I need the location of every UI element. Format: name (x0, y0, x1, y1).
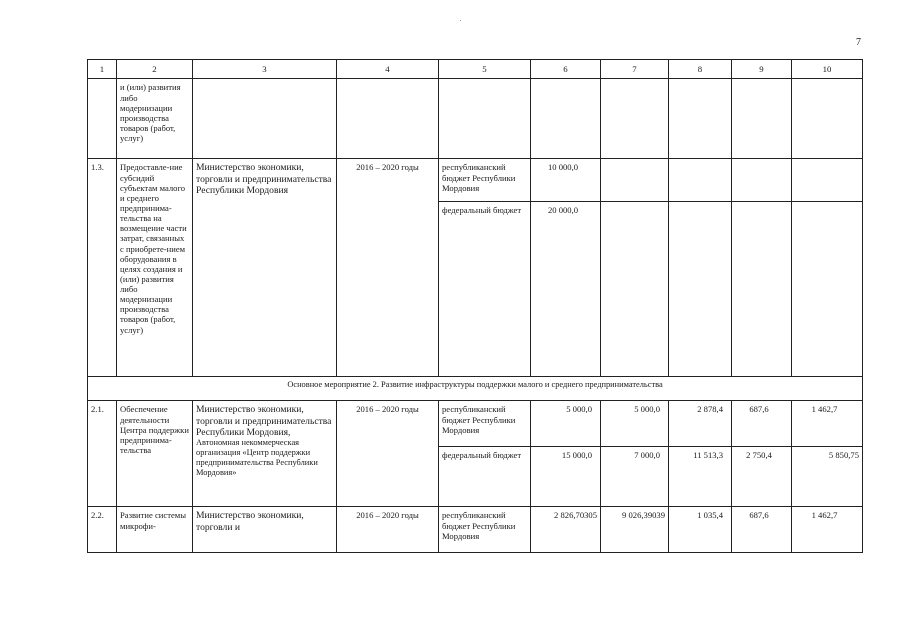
value-cell: 5 000,0 (601, 401, 669, 447)
header-cell: 8 (669, 60, 732, 79)
value-cell: 5 850,75 (792, 447, 863, 507)
value-cell: 11 513,3 (669, 447, 732, 507)
period: 2016 – 2020 годы (337, 401, 439, 507)
row-number: 2.1. (88, 401, 117, 507)
row-number: 2.2. (88, 507, 117, 553)
program-table (87, 59, 863, 553)
header-cell: 1 (88, 60, 117, 79)
header-cell: 5 (439, 60, 531, 79)
executor (193, 401, 337, 507)
value-cell (792, 159, 863, 202)
measure-name: Развитие системы микрофи- (117, 507, 193, 553)
value-cell: 20 000,0 (531, 202, 601, 377)
page-number: 7 (856, 37, 861, 48)
value-cell (669, 159, 732, 202)
measure-name: Обеспечение деятельности Центра поддержки предпринима-тельства (117, 401, 193, 507)
value-cell: 15 000,0 (531, 447, 601, 507)
value-cell: 9 026,39039 (601, 507, 669, 553)
funding-source: республиканский бюджет Республики Мордовия (439, 159, 531, 202)
funding-source: федеральный бюджет (439, 202, 531, 377)
table-row-2-2 (88, 507, 863, 553)
value-cell (601, 159, 669, 202)
section-title: Основное мероприятие 2. Развитие инфраструктуры поддержки малого и среднего предпринимательства (88, 377, 863, 401)
executor-main: Министерство экономики, торговли и предпринимательства Республики Мордовия, (196, 404, 332, 438)
cell (669, 79, 732, 159)
header-cell: 9 (732, 60, 792, 79)
period: 2016 – 2020 годы (337, 159, 439, 377)
value-cell: 687,6 (732, 507, 792, 553)
header-cell: 7 (601, 60, 669, 79)
header-cell: 4 (337, 60, 439, 79)
header-cell: 3 (193, 60, 337, 79)
value-cell (669, 202, 732, 377)
value-cell: 5 000,0 (531, 401, 601, 447)
value-cell: 1 462,7 (792, 507, 863, 553)
table-row-1-3 (88, 159, 863, 202)
row-number: 1.3. (88, 159, 117, 377)
cell (601, 79, 669, 159)
funding-source: республиканский бюджет Республики Мордовия (439, 401, 531, 447)
value-cell: 1 035,4 (669, 507, 732, 553)
header-row (88, 60, 863, 79)
section-row (88, 377, 863, 401)
value-cell: 7 000,0 (601, 447, 669, 507)
value-cell (732, 159, 792, 202)
funding-source: республиканский бюджет Республики Мордовия (439, 507, 531, 553)
cell (792, 79, 863, 159)
table-row-2-1 (88, 401, 863, 447)
cell (193, 79, 337, 159)
value-cell: 2 750,4 (732, 447, 792, 507)
scan-dot (460, 20, 461, 21)
cell (732, 79, 792, 159)
value-cell (792, 202, 863, 377)
measure-name-cont: и (или) развития либо модернизации производства товаров (работ, услуг) (117, 79, 193, 159)
table-row-continuation (88, 79, 863, 159)
funding-source: федеральный бюджет (439, 447, 531, 507)
value-cell: 1 462,7 (792, 401, 863, 447)
header-cell: 6 (531, 60, 601, 79)
measure-name: Предоставле-ние субсидий субъектам малого и среднего предпринима-тельства на возмещение части затрат, связанных с приобрете-нием оборудования в целях создания и (или) развития либо модернизации производства товаров (работ, услуг) (117, 159, 193, 377)
period: 2016 – 2020 годы (337, 507, 439, 553)
executor: Министерство экономики, торговли и (193, 507, 337, 553)
value-cell (732, 202, 792, 377)
value-cell (601, 202, 669, 377)
cell (439, 79, 531, 159)
value-cell: 2 826,70305 (531, 507, 601, 553)
executor: Министерство экономики, торговли и предпринимательства Республики Мордовия (193, 159, 337, 377)
cell (88, 79, 117, 159)
header-cell: 2 (117, 60, 193, 79)
value-cell: 10 000,0 (531, 159, 601, 202)
executor-extra: Автономная некоммерческая организация «Центр поддержки предпринимательства Республики Мордовия» (196, 438, 318, 478)
cell (531, 79, 601, 159)
value-cell: 2 878,4 (669, 401, 732, 447)
cell (337, 79, 439, 159)
value-cell: 687,6 (732, 401, 792, 447)
header-cell: 10 (792, 60, 863, 79)
